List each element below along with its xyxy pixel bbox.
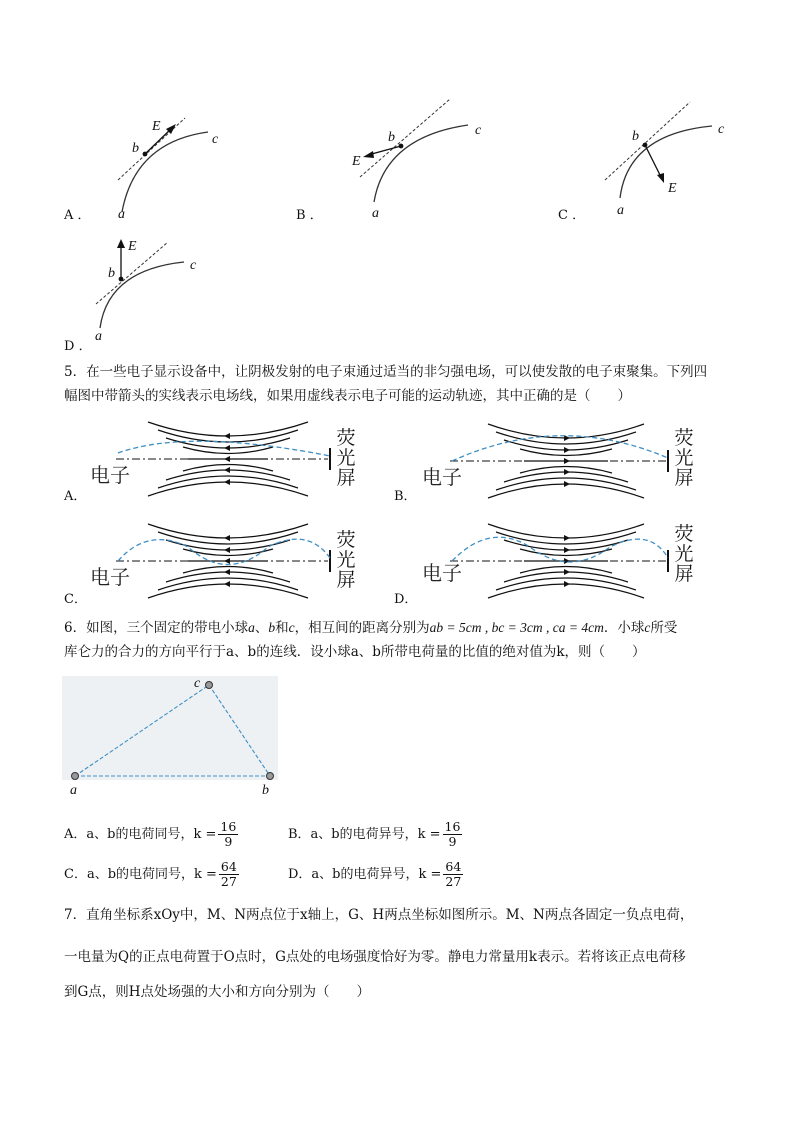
q4-option-c[interactable]: C ． bbox=[558, 208, 586, 223]
electron-label: 电子 bbox=[422, 561, 462, 585]
label-c: c bbox=[475, 123, 482, 138]
q5-figure-d bbox=[420, 522, 676, 602]
ball-b bbox=[267, 773, 274, 780]
q6-option-c[interactable]: C．a、b的电荷同号，k = $\frac{64}{27}$ bbox=[64, 859, 237, 889]
q4-figure-b bbox=[340, 97, 500, 222]
q4-option-b[interactable]: B ． bbox=[296, 208, 323, 223]
q7-stem-line3: 到G点，则H点处场强的大小和方向分别为（ ） bbox=[64, 984, 371, 1000]
label-c: c bbox=[718, 122, 725, 137]
label-a: a bbox=[372, 206, 379, 221]
label-c: c bbox=[194, 676, 201, 691]
electron-label: 电子 bbox=[422, 465, 462, 489]
q5-option-d[interactable]: D． bbox=[394, 592, 418, 607]
ball-a bbox=[72, 773, 79, 780]
q6-stem-line1: 6．如图，三个固定的带电小球a、b和c，相互间的距离分别为ab = 5cm , bc = 3cm , ca = 4cm．小球c所受 bbox=[64, 620, 678, 636]
q6-triangle-figure bbox=[62, 672, 282, 800]
screen-label-c: 荧 光 屏 bbox=[336, 529, 356, 591]
tangent-line bbox=[605, 102, 690, 180]
electron-trajectory bbox=[452, 436, 668, 461]
label-b: b bbox=[262, 783, 269, 798]
screen-label-a: 荧 光 屏 bbox=[336, 427, 356, 489]
screen-label-d: 荧 光 屏 bbox=[674, 523, 694, 585]
e-vector bbox=[645, 145, 661, 177]
q5-figure-c bbox=[88, 522, 338, 602]
label-b: b bbox=[108, 266, 115, 281]
tangent-line bbox=[360, 99, 450, 177]
label-E: E bbox=[128, 239, 137, 254]
label-E: E bbox=[152, 119, 161, 134]
label-b: b bbox=[132, 141, 139, 156]
q6-option-b[interactable]: B．a、b的电荷异号，k = $\frac{16}{9}$ bbox=[288, 819, 461, 849]
q7-stem-line2: 一电量为Q的正点电荷置于O点时，G点处的电场强度恰好为零。静电力常量用k表示。若将该正点电荷移 bbox=[64, 949, 686, 965]
label-a: a bbox=[95, 329, 102, 342]
q5-option-a[interactable]: A． bbox=[64, 489, 87, 504]
q6-stem-line2: 库仑力的合力的方向平行于a、b的连线．设小球a、b所带电荷量的比值的绝对值为k，则（ ） bbox=[64, 644, 646, 660]
ball-c bbox=[206, 682, 213, 689]
q4-option-a[interactable]: A ． bbox=[64, 208, 91, 223]
q4-option-d[interactable]: D ． bbox=[64, 339, 92, 354]
q6-option-d[interactable]: D．a、b的电荷异号，k = $\frac{64}{27}$ bbox=[288, 859, 462, 889]
q4-figure-d bbox=[88, 232, 218, 342]
label-a: a bbox=[617, 203, 624, 218]
q4-figure-a bbox=[100, 110, 240, 225]
q4-figure-c bbox=[600, 98, 740, 223]
q5-option-c[interactable]: C． bbox=[64, 592, 87, 607]
label-a: a bbox=[70, 783, 77, 798]
q5-stem-line2: 幅图中带箭头的实线表示电场线，如果用虚线表示电子可能的运动轨迹，其中正确的是（ ） bbox=[64, 388, 631, 404]
label-b: b bbox=[632, 129, 639, 144]
q7-stem-line1: 7．直角坐标系xOy中，M、N两点位于x轴上，G、H两点坐标如图所示。M、N两点各固定一负点电荷， bbox=[64, 907, 694, 923]
figure-background bbox=[62, 676, 278, 780]
q5-figure-a bbox=[88, 420, 338, 500]
q5-figure-b bbox=[420, 422, 676, 502]
label-E: E bbox=[352, 154, 361, 169]
q6-option-a[interactable]: A．a、b的电荷同号，k = $\frac{16}{9}$ bbox=[64, 819, 237, 849]
label-E: E bbox=[668, 181, 677, 196]
q5-stem-line1: 5．在一些电子显示设备中，让阴极发射的电子束通过适当的非匀强电场，可以使发散的电子束聚集。下列四 bbox=[64, 364, 708, 380]
label-a: a bbox=[118, 207, 125, 222]
screen-label-b: 荧 光 屏 bbox=[674, 427, 694, 489]
electron-label: 电子 bbox=[90, 565, 130, 589]
electron-label: 电子 bbox=[90, 463, 130, 487]
label-b: b bbox=[388, 130, 395, 145]
label-c: c bbox=[212, 132, 219, 147]
label-c: c bbox=[190, 258, 197, 273]
q5-option-b[interactable]: B． bbox=[394, 489, 417, 504]
